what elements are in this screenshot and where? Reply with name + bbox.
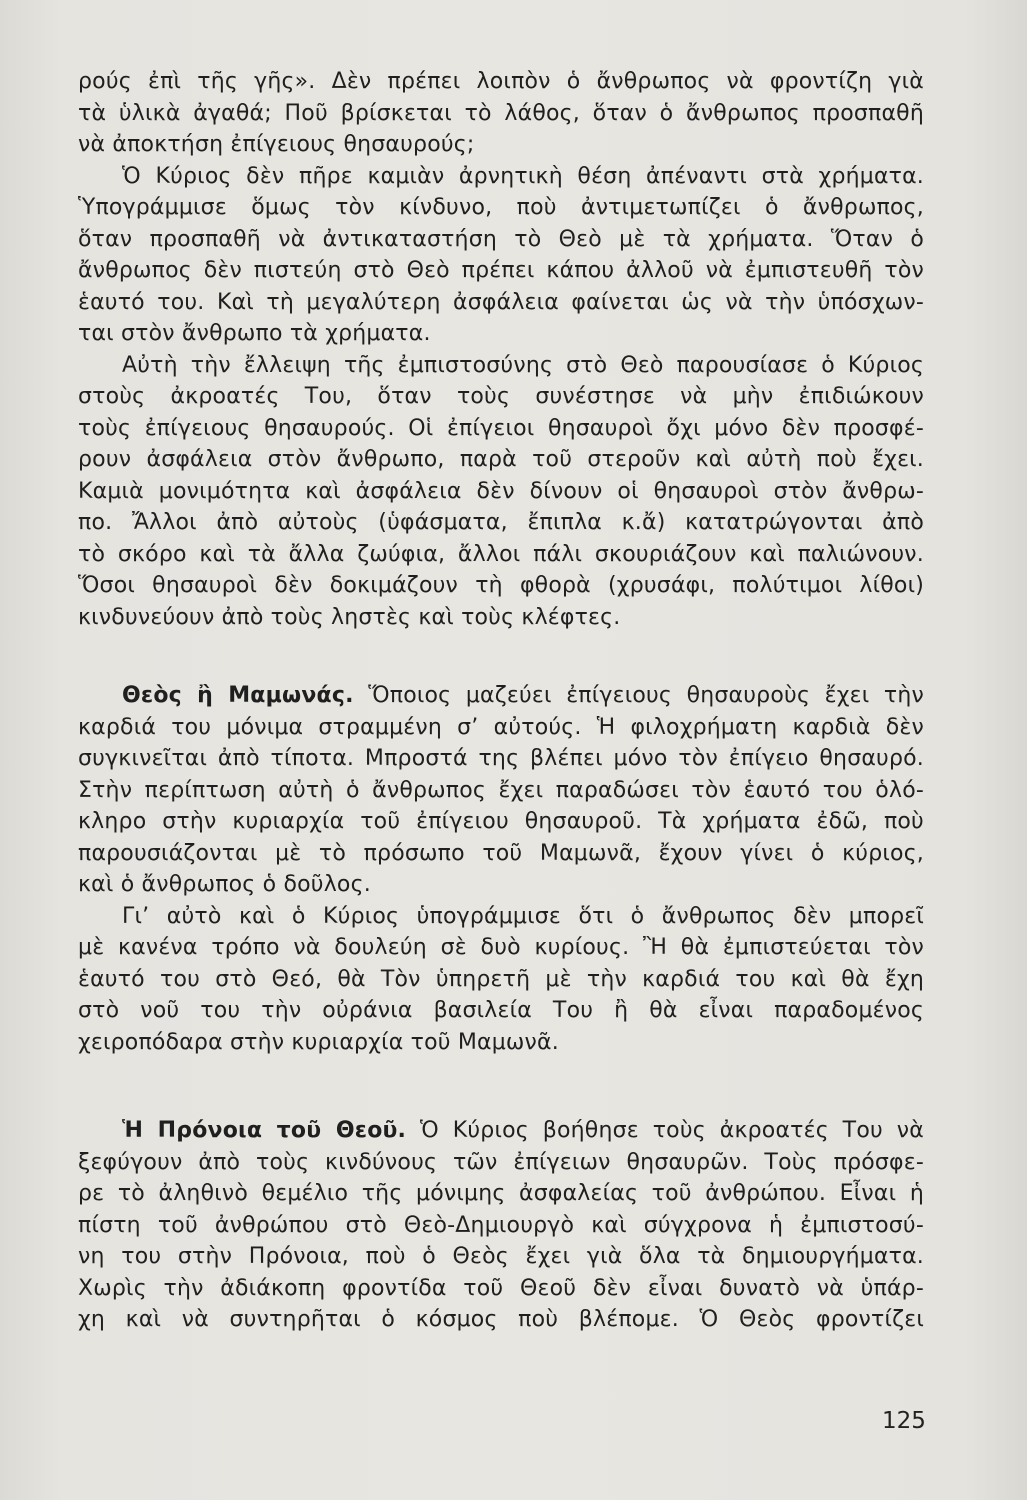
text-line: Ὅσοι θησαυροὶ δὲν δοκιμάζουν τὴ φθορὰ (χρυσάφι, πολύτιμοι λίθοι)	[78, 573, 924, 598]
text-line: Ὑπογράμμισε ὅμως τὸν κίνδυνο, ποὺ ἀντιμετωπίζει ὁ ἄνθρωπος,	[78, 195, 924, 220]
text-line: συγκινεῖται ἀπὸ τίποτα. Μπροστά της βλέπει μόνο τὸν ἐπίγειο θησαυρό.	[78, 746, 924, 771]
paragraph-block-1	[78, 66, 924, 633]
text-line: Στὴν περίπτωση αὐτὴ ὁ ἄνθρωπος ἔχει παραδώσει τὸν ἑαυτό του ὁλό-	[78, 777, 924, 803]
text-line: καρδιά του μόνιμα στραμμένη σ’ αὐτούς. Ἡ φιλοχρήματη καρδιὰ δὲν	[78, 714, 924, 740]
text-line: ρουν ἀσφάλεια στὸν ἄνθρωπο, παρὰ τοῦ στεροῦν καὶ αὐτὴ ποὺ ἔχει.	[78, 447, 924, 472]
text-line: Γι’ αὐτὸ καὶ ὁ Κύριος ὑπογράμμισε ὅτι ὁ ἄνθρωπος δὲν μπορεῖ	[122, 903, 924, 929]
text-line: στὸ νοῦ του τὴν οὐράνια βασιλεία Του ἢ θὰ εἶναι παραδομένος	[78, 998, 924, 1023]
text-line: μὲ κανένα τρόπο νὰ δουλεύη σὲ δυὸ κυρίους. Ἢ θὰ ἐμπιστεύεται τὸν	[78, 935, 924, 960]
text-line: τὸ σκόρο καὶ τὰ ἄλλα ζωύφια, ἄλλοι πάλι σκουριάζουν καὶ παλιώνουν.	[78, 541, 924, 567]
text-line: νὰ ἀποκτήση ἐπίγειους θησαυρούς;	[78, 132, 475, 157]
text-line: τοὺς ἐπίγειους θησαυρούς. Οἱ ἐπίγειοι θησαυροὶ ὄχι μόνο δὲν προσφέ-	[78, 415, 924, 441]
text-line: παρουσιάζονται μὲ τὸ πρόσωπο τοῦ Μαμωνᾶ, ἔχουν γίνει ὁ κύριος,	[78, 840, 924, 866]
section-mammon	[78, 680, 924, 1058]
text-line: χειροπόδαρα στὴν κυριαρχία τοῦ Μαμωνᾶ.	[78, 1029, 559, 1055]
text-line: πίστη τοῦ ἀνθρώπου στὸ Θεὸ-Δημιουργὸ καὶ σύγχρονα ἡ ἐμπιστοσύ-	[78, 1212, 924, 1238]
section-heading: Ἡ Πρόνοια τοῦ Θεοῦ.	[122, 1118, 407, 1143]
text-line: πο. Ἄλλοι ἀπὸ αὐτοὺς (ὑφάσματα, ἔπιπλα κ.ἄ) κατατρώγονται ἀπὸ	[78, 510, 924, 535]
text-line: Αὐτὴ τὴν ἔλλειψη τῆς ἐμπιστοσύνης στὸ Θεὸ παρουσίασε ὁ Κύριος	[122, 352, 924, 378]
text-line: ρούς ἐπὶ τῆς γῆς». Δὲν πρέπει λοιπὸν ὁ ἄνθρωπος νὰ φροντίζη γιὰ	[78, 69, 924, 94]
text-line: Χωρὶς τὴν ἀδιάκοπη φροντίδα τοῦ Θεοῦ δὲν εἶναι δυνατὸ νὰ ὑπάρ-	[78, 1275, 924, 1301]
text-run: Ὁ Κύριος βοήθησε τοὺς ἀκροατές Του νὰ	[406, 1118, 924, 1143]
text-line: Ὁ Κύριος δὲν πῆρε καμιὰν ἀρνητικὴ θέση ἀπέναντι στὰ χρήματα.	[122, 163, 924, 189]
section-first-line	[78, 1115, 924, 1147]
text-line: ται στὸν ἄνθρωπο τὰ χρήματα.	[78, 321, 431, 346]
text-line: ἑαυτό του στὸ Θεό, θὰ Τὸν ὑπηρετῆ μὲ τὴν καρδιά του καὶ θὰ ἔχη	[78, 966, 924, 992]
section-first-line	[78, 680, 924, 712]
text-line: καὶ ὁ ἄνθρωπος ὁ δοῦλος.	[78, 872, 371, 897]
text-line: ἄνθρωπος δὲν πιστεύη στὸ Θεὸ πρέπει κάπου ἀλλοῦ νὰ ἐμπιστευθῆ τὸν	[78, 258, 924, 283]
text-line: ξεφύγουν ἀπὸ τοὺς κινδύνους τῶν ἐπίγειων θησαυρῶν. Τοὺς πρόσφε-	[78, 1149, 924, 1175]
page-number: 125	[882, 1408, 926, 1434]
text-line: κινδυνεύουν ἀπὸ τοὺς ληστὲς καὶ τοὺς κλέφτες.	[78, 604, 621, 630]
section-providence	[78, 1115, 924, 1336]
text-line: κληρο στὴν κυριαρχία τοῦ ἐπίγειου θησαυροῦ. Τὰ χρήματα ἐδῶ, ποὺ	[78, 809, 924, 834]
text-line: ρε τὸ ἀληθινὸ θεμέλιο τῆς μόνιμης ἀσφαλείας τοῦ ἀνθρώπου. Εἶναι ἡ	[78, 1181, 924, 1206]
text-line: χη καὶ νὰ συντηρῆται ὁ κόσμος ποὺ βλέπομε. Ὁ Θεὸς φροντίζει	[78, 1307, 924, 1332]
text-run: Ὅποιος μαζεύει ἐπίγειους θησαυροὺς ἔχει τὴν	[353, 683, 924, 708]
text-line: ὅταν προσπαθῆ νὰ ἀντικαταστήση τὸ Θεὸ μὲ τὰ χρήματα. Ὅταν ὁ	[78, 226, 924, 252]
section-heading: Θεὸς ἢ Μαμωνάς.	[122, 683, 354, 708]
text-line: Καμιὰ μονιμότητα καὶ ἀσφάλεια δὲν δίνουν οἱ θησαυροὶ στὸν ἄνθρω-	[78, 478, 924, 504]
text-line: τὰ ὑλικὰ ἀγαθά; Ποῦ βρίσκεται τὸ λάθος, ὅταν ὁ ἄνθρωπος προσπαθῆ	[78, 100, 924, 126]
text-line: ἑαυτό του. Καὶ τὴ μεγαλύτερη ἀσφάλεια φαίνεται ὡς νὰ τὴν ὑπόσχων-	[78, 289, 924, 315]
text-line: νη του στὴν Πρόνοια, ποὺ ὁ Θεὸς ἔχει γιὰ ὅλα τὰ δημιουργήματα.	[78, 1244, 924, 1269]
text-line: στοὺς ἀκροατές Του, ὅταν τοὺς συνέστησε νὰ μὴν ἐπιδιώκουν	[78, 384, 924, 409]
